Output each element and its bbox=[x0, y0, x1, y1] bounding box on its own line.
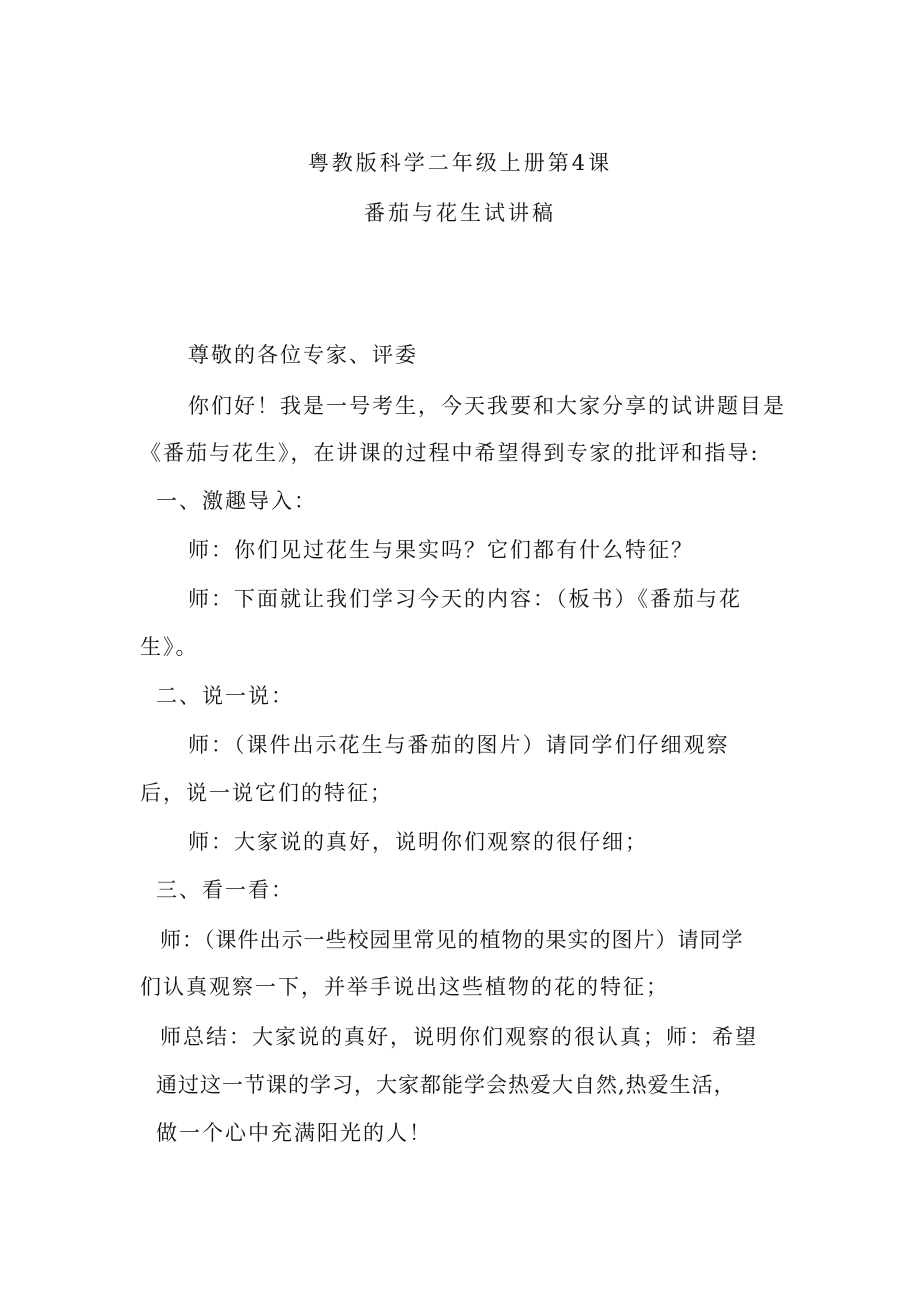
paragraph-line: 师：（课件出示一些校园里常见的植物的果实的图片）请同学 bbox=[160, 928, 744, 952]
greeting-line: 尊敬的各位专家、评委 bbox=[188, 343, 418, 367]
paragraph-line: 师总结：大家说的真好，说明你们观察的很认真；师：希望 bbox=[160, 1025, 758, 1049]
intro-line-2: 《番茄与花生》，在讲课的过程中希望得到专家的批评和指导: bbox=[140, 441, 760, 465]
intro-line-1: 你们好！我是一号考生，今天我要和大家分享的试讲题目是 bbox=[188, 394, 786, 418]
paragraph-line: 师：（课件出示花生与番茄的图片）请同学们仔细观察 bbox=[188, 733, 730, 757]
paragraph-line: 师：你们见过花生与果实吗？它们都有什么特征？ bbox=[188, 538, 694, 562]
paragraph-line: 生》。 bbox=[140, 635, 199, 659]
paragraph-line: 通过这一节课的学习，大家都能学会热爱大自然,热爱生活， bbox=[156, 1073, 736, 1097]
paragraph-line: 后，说一说它们的特征； bbox=[140, 781, 393, 805]
paragraph-line: 师：下面就让我们学习今天的内容：（板书）《番茄与花 bbox=[188, 587, 742, 611]
section-heading-3: 三、看一看： bbox=[156, 878, 294, 902]
section-heading-2: 二、说一说： bbox=[156, 684, 294, 708]
section-heading-1: 一、激趣导入： bbox=[156, 489, 317, 513]
paragraph-line: 们认真观察一下，并举手说出这些植物的花的特征； bbox=[140, 975, 669, 999]
document-title: 粤教版科学二年级上册第4课 bbox=[307, 151, 613, 175]
paragraph-line: 做一个心中充满阳光的人！ bbox=[156, 1121, 432, 1145]
paragraph-line: 师：大家说的真好，说明你们观察的很仔细； bbox=[188, 830, 648, 854]
document-subtitle: 番茄与花生试讲稿 bbox=[364, 201, 556, 225]
